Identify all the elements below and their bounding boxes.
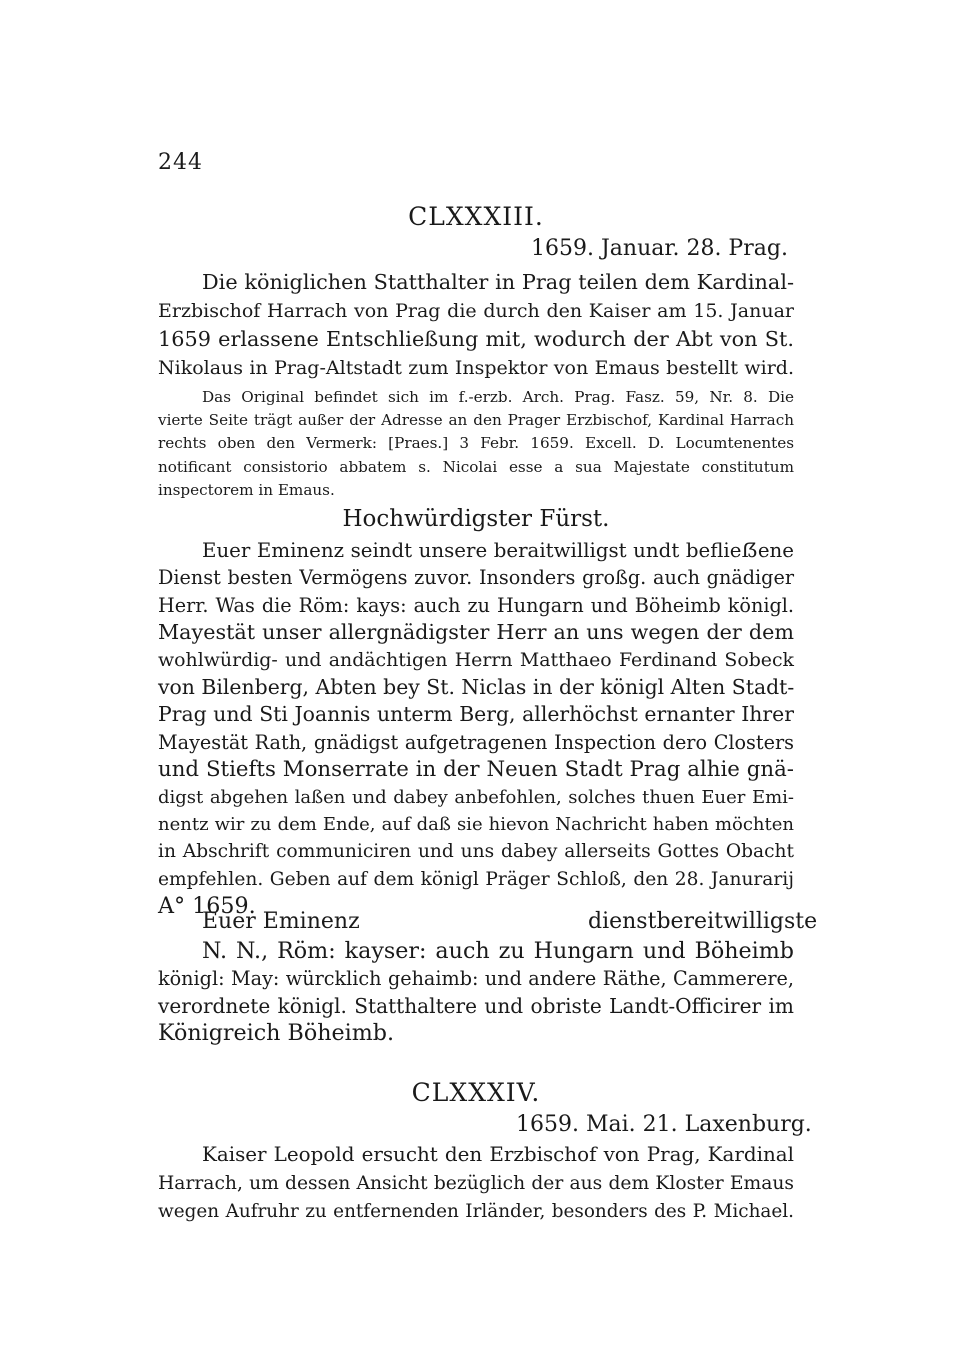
note-line: Das Original befindet sich im f.-erzb. Arch. Prag. Fasz. 59, Nr. 8. Die — [202, 388, 794, 406]
letter-line: Herr. Was die Röm: kays: auch zu Hungarn und Böheimb königl. — [158, 593, 794, 617]
signature-line: Königreich Böheimb. — [158, 1020, 395, 1047]
closing-address: Euer Eminenz — [202, 909, 360, 934]
letter-line: nentz wir zu dem Ende, auf daß sie hievon Nachricht haben möchten — [158, 814, 794, 836]
signature-line: verordnete königl. Statthaltere und obriste Landt-Officirer im — [158, 993, 794, 1018]
document-summary — [158, 1141, 794, 1227]
summary-line: Nikolaus in Prag-Altstadt zum Inspektor von Emaus bestellt wird. — [158, 356, 794, 379]
note-line: rechts oben den Vermerk: [Praes.] 3 Febr. 1659. Excell. D. Locumtenentes — [158, 434, 794, 453]
summary-line: Kaiser Leopold ersucht den Erzbischof von Prag, Kardinal — [202, 1143, 794, 1166]
letter-line: Prag und Sti Joannis unterm Berg, allerhöchst ernanter Ihrer — [158, 702, 794, 727]
note-line: notificant consistorio abbatem s. Nicolai esse a sua Majestate constitutum — [158, 457, 794, 476]
summary-line: Harrach, um dessen Ansicht bezüglich der aus dem Kloster Emaus — [158, 1172, 794, 1194]
letter-line: Dienst besten Vermögens zuvor. Insonders großg. auch gnädiger — [158, 566, 794, 590]
archival-note — [158, 386, 794, 502]
letter-line: und Stiefts Monserrate in der Neuen Stadt Prag alhie gnä- — [158, 757, 794, 783]
document-summary — [158, 268, 794, 382]
letter-line: Mayestät Rath, gnädigst aufgetragenen Inspection dero Closters — [158, 730, 794, 754]
letter-line: Euer Eminenz seindt unsere beraitwilligst undt beflieẞene — [202, 539, 794, 562]
letter-line: A° 1659. — [158, 893, 256, 920]
closing-formula: dienstbereitwilligste — [588, 909, 818, 934]
letter-line: Mayestät unser allergnädigster Herr an uns wegen der dem — [158, 620, 794, 645]
page-number: 244 — [158, 150, 203, 175]
signature-block — [158, 938, 794, 1048]
letter-line: wohlwürdig- und andächtigen Herrn Matthaeo Ferdinand Sobeck — [158, 648, 794, 671]
letter-salutation: Hochwürdigster Fürst. — [342, 506, 610, 532]
dateline: 1659. Mai. 21. Laxenburg. — [516, 1112, 812, 1137]
note-line: inspectorem in Emaus. — [158, 480, 335, 499]
letter-line: in Abschrift communiciren und uns dabey allerseits Gottes Obacht — [158, 841, 794, 863]
letter-line: von Bilenberg, Abten bey St. Niclas in der königl Alten Stadt- — [158, 675, 795, 700]
summary-line: 1659 erlassene Entschließung mit, wodurch der Abt von St. — [158, 327, 794, 351]
document-number: CLXXXIII. — [408, 202, 544, 231]
summary-line: Die königlichen Statthalter in Prag teilen dem Kardinal- — [202, 270, 794, 294]
signature-line: königl: May: würcklich gehaimb: und andere Räthe, Cammerere, — [158, 967, 794, 991]
summary-line: Erzbischof Harrach von Prag die durch den Kaiser am 15. Januar — [158, 299, 794, 322]
signature-line: N. N., Röm: kayser: auch zu Hungarn und Böheimb — [202, 938, 794, 964]
dateline: 1659. Januar. 28. Prag. — [531, 236, 788, 261]
letter-line: empfehlen. Geben auf dem königl Präger Schloß, den 28. Janurarij — [158, 868, 794, 890]
letter-line: digst abgehen laßen und dabey anbefohlen, solches thuen Euer Emi- — [158, 786, 794, 808]
note-line: vierte Seite trägt außer der Adresse an den Prager Erzbischof, Kardinal Harrach — [158, 411, 794, 430]
document-number: CLXXXIV. — [411, 1078, 541, 1107]
letter-body — [158, 537, 794, 921]
summary-line: wegen Aufruhr zu entfernenden Irländer, besonders des P. Michael. — [158, 1201, 794, 1222]
document-page — [158, 0, 818, 1358]
